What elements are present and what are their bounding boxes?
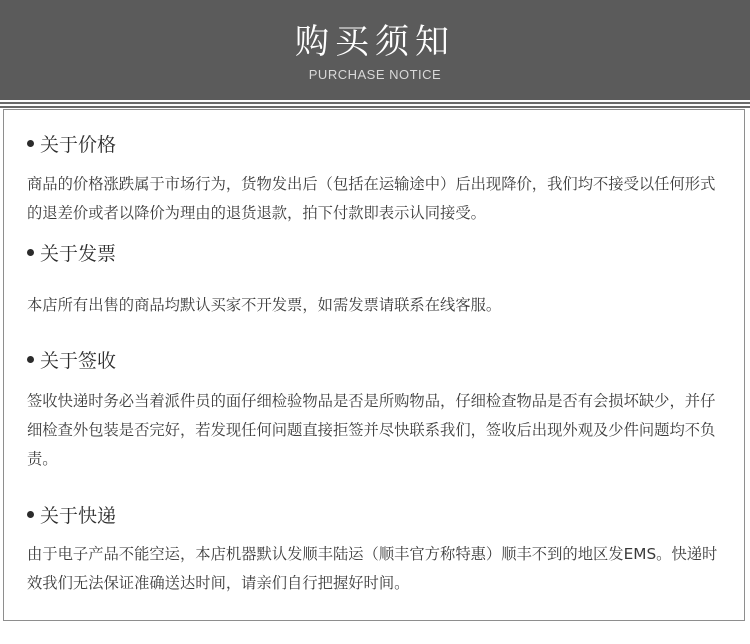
section-title-price [27,133,116,157]
section-title-invoice [27,242,116,266]
header-divider-line [0,106,750,108]
bullet-icon [27,140,34,147]
section-title-text: 关于签收 [40,350,117,372]
section-title-delivery [27,504,116,528]
bullet-icon [27,511,34,518]
notice-header [0,0,750,100]
section-body-delivery: 由于电子产品不能空运，本店机器默认发顺丰陆运（顺丰官方称特惠）顺丰不到的地区发EMS。快递时效我们无法保证准确送达时间，请亲们自行把握好时间。 [27,545,718,592]
page-subtitle: PURCHASE NOTICE [308,67,442,82]
section-title-text: 关于发票 [40,243,117,265]
section-body-receipt: 签收快递时务必当着派件员的面仔细检验物品是否是所购物品，仔细检查物品是否有会损坏缺少，并仔细检查外包装是否完好，若发现任何问题直接拒签并尽快联系我们，签收后出现外观及少件问题均不负责。 [27,392,716,468]
section-body-invoice: 本店所有出售的商品均默认买家不开发票，如需发票请联系在线客服。 [27,296,502,314]
bullet-icon [27,249,34,256]
section-title-receipt [27,349,116,373]
header-divider-line [0,102,750,104]
page-title: 购买须知 [295,22,455,62]
section-body-price: 商品的价格涨跌属于市场行为，货物发出后（包括在运输途中）后出现降价，我们均不接受以任何形式的退差价或者以降价为理由的退货退款，拍下付款即表示认同接受。 [27,175,716,222]
section-title-text: 关于价格 [40,134,117,156]
section-title-text: 关于快递 [40,505,117,527]
bullet-icon [27,356,34,363]
